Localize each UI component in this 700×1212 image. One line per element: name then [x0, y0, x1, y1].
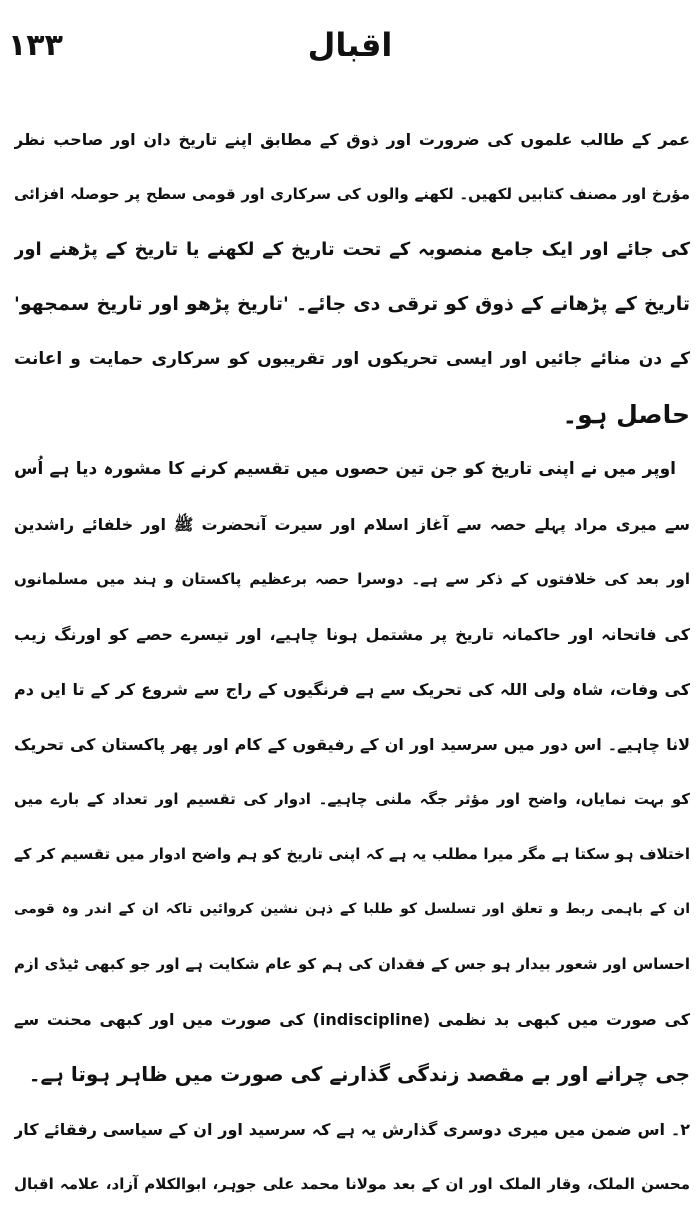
text-line: محسن الملک، وقار الملک اور ان کے بعد مولانا محمد علی جوہر، ابوالکلام آزاد، علامہ اقبال [14, 1175, 690, 1193]
text-line: ان کے باہمی ربط و تعلق اور تسلسل کو طلبا کے ذہن نشین کروائیں تاکہ ان کے اندر وہ قومی [14, 901, 690, 917]
text-line: کی جائے اور ایک جامع منصوبہ کے تحت تاریخ کے لکھنے یا تاریخ کے پڑھنے اور [14, 239, 690, 260]
text-line: مؤرخ اور مصنف کتابیں لکھیں۔ لکھنے والوں کی سرکاری اور قومی سطح پر حوصلہ افزائی [14, 185, 690, 203]
text-line: کی فاتحانہ اور حاکمانہ تاریخ پر مشتمل ہونا چاہیے، اور تیسرے حصے کو اورنگ زیب [14, 625, 690, 644]
text-line: لانا چاہیے۔ اس دور میں سرسید اور ان کے رفیقوں کے کام اور پھر پاکستان کی تحریک [14, 735, 690, 754]
body-text [14, 112, 690, 1212]
text-line: تاریخ کے پڑھانے کے ذوق کو ترقی دی جائے۔ 'تاریخ پڑھو اور تاریخ سمجھو' [14, 293, 690, 315]
text-line: عمر کے طالب علموں کی ضرورت اور ذوق کے مطابق اپنے تاریخ دان اور صاحب نظر [14, 130, 690, 149]
text-line: ۲۔ اس ضمن میں میری دوسری گذارش یہ ہے کہ سرسید اور ان کے سیاسی رفقائے کار [14, 1120, 690, 1139]
text-line: اور بعد کی خلافتوں کے ذکر سے ہے۔ دوسرا حصہ برعظیم پاکستان و ہند میں مسلمانوں [14, 570, 690, 588]
text-line: کی وفات، شاہ ولی اللہ کی تحریک سے ہے فرنگیوں کے راج سے شروع کر کے تا ایں دم [14, 680, 690, 699]
text-line: جی چرانے اور بے مقصد زندگی گذارنے کی صورت میں ظاہر ہوتا ہے۔ [28, 1062, 690, 1086]
text-line: احساس اور شعور بیدار ہو جس کے فقدان کی ہم کو عام شکایت ہے اور جو کبھی ٹیڈی ازم [14, 955, 690, 973]
text-line: حاصل ہو۔ [562, 400, 690, 429]
page-number: ۱۳۳ [8, 28, 63, 63]
text-line: کے دن منائے جائیں اور ایسی تحریکوں اور تقریبوں کو سرکاری حمایت و اعانت [14, 349, 690, 369]
text-line: کی صورت میں کبھی بد نظمی (indiscipline) کی صورت میں اور کبھی محنت سے [14, 1010, 690, 1029]
text-line: اختلاف ہو سکتا ہے مگر میرا مطلب یہ ہے کہ اپنی تاریخ کو ہم واضح ادوار میں تقسیم کر کے [14, 845, 690, 863]
running-title: اقبال [307, 26, 393, 64]
text-line: سے میری مراد پہلے حصہ سے آغاز اسلام اور سیرت آنحضرت ﷺ اور خلفائے راشدین [14, 515, 690, 534]
text-line: کو بہت نمایاں، واضح اور مؤثر جگہ ملنی چاہیے۔ ادوار کی تقسیم اور تعداد کے بارے میں [14, 790, 690, 808]
text-line: اوپر میں نے اپنی تاریخ کو جن تین حصوں میں تقسیم کرنے کا مشورہ دیا ہے اُس [14, 459, 676, 479]
